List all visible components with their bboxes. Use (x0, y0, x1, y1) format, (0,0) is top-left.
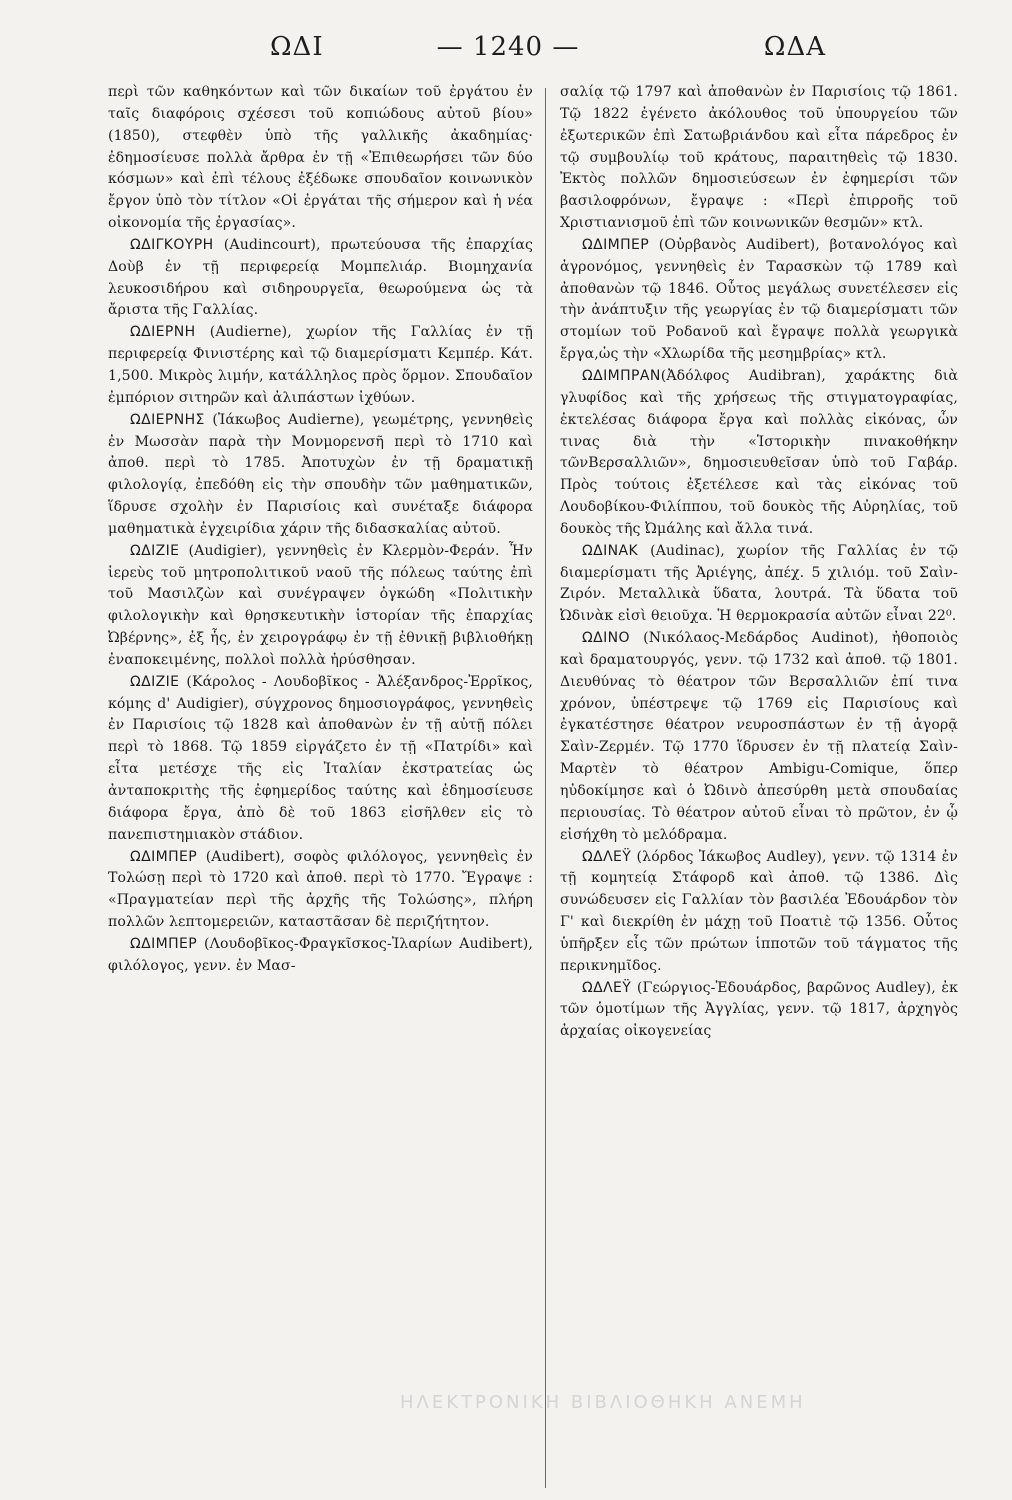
dictionary-entry (108, 672, 533, 847)
entry-text: (Audierne), χωρίον τῆς Γαλλίας ἐν τῇ περιφερείᾳ Φινιστέρης καὶ τῷ διαμερίσματι Κεμπέρ. Κάτ. 1,500. Μικρὸς λιμήν, κατάλληλος πρὸς ὅρμον. Σπουδαῖον ἐμπόριον σιτηρῶν καὶ ἀλιπάστων ἰχθύων. (108, 324, 533, 406)
entry-headword: ΩΔΙΝΑΚ (582, 542, 639, 559)
page-header (80, 26, 936, 70)
dictionary-entry (560, 82, 958, 235)
dictionary-entry (108, 847, 533, 934)
entry-headword: ΩΔΙΝΟ (582, 630, 630, 647)
entry-headword: ΩΔΙΜΠΡΑΝ (582, 367, 661, 384)
running-head-left: ΩΔΙ (270, 32, 324, 62)
entry-text: (Νικόλαος-Μεδάρδος Audinot), ἠθοποιὸς καὶ δραματουργός, γενν. τῷ 1732 καὶ ἀποθ. τῷ 1801. Διευθύνας τὸ θέατρον τῶν Βερσαλλιῶν ἐπί τινα χρόνον, ὑπέστρεψε τῷ 1769 εἰς Παρισίους καὶ ἐγκατέστησε θέατρον νευροσπάστων ἐν τῇ ἀγορᾷ Σαὶν-Ζερμέν. Τῷ 1770 ἵδρυσεν ἐν τῇ πλατείᾳ Σαὶν-Μαρτὲν τὸ θέατρον Ambigu-Comique, ὅπερ ηὐδοκίμησε καὶ ὁ Ὠδινὸ ἀπεσύρθη μετὰ σπουδαίας περιουσίας. Τὸ θέατρον αὐτοῦ εἶναι τὸ πρῶτον, ἐν ᾧ εἰσήχθη τὸ μελόδραμα. (560, 630, 958, 843)
entry-text: περὶ τῶν καθηκόντων καὶ τῶν δικαίων τοῦ ἐργάτου ἐν ταῖς διαφόροις σχέσεσι τοῦ κοπιώδους αὐτοῦ βίου» (1850), στεφθὲν ὑπὸ τῆς γαλλικῆς ἀκαδημίας· ἐδημοσίευσε πολλὰ ἄρθρα ἐν τῇ «Ἐπιθεωρήσει τῶν δύο κόσμων» καὶ ἐπὶ τέλους ἐξέδωκε σπουδαῖον κοινωνικὸν ἔργον ὑπὸ τὸν τίτλον «Οἱ ἐργάται τῆς σήμερον καὶ ἡ νέα οἰκονομία τῆς ἐργασίας». (108, 84, 533, 232)
entry-headword: ΩΔΙΕΡΝΗΣ (130, 411, 205, 428)
entry-text: (Λουδοβῖκος-Φραγκῖσκος-Ἰλαρίων Audibert), φιλόλογος, γενν. ἐν Μασ- (108, 935, 533, 974)
entry-text: (Audincourt), πρωτεύουσα τῆς ἐπαρχίας Δοὺβ ἐν τῇ περιφερείᾳ Μομπελιάρ. Βιομηχανία λευκοσιδήρου καὶ σιδηρουργεῖα, θεωρούμενα ὡς τὰ ἄριστα τῆς Γαλλίας. (108, 236, 533, 319)
entry-headword: ΩΔΙΜΠΕΡ (130, 935, 198, 952)
dictionary-entry (560, 366, 958, 541)
page-number: — 1240 — (436, 32, 580, 62)
dictionary-entry (560, 847, 958, 978)
entry-headword: ΩΔΛΕΫ (582, 848, 632, 865)
entry-text: (Audibert), σοφὸς φιλόλογος, γεννηθεὶς ἐν Τολώσῃ περὶ τὸ 1720 καὶ ἀποθ. περὶ τὸ 1770. Ἔγραψε : «Πραγματείαν περὶ τῆς ἀρχῆς τῆς Τολώσης», πλήρη πολλῶν λεπτομερειῶν, καταστᾶσαν δὲ περιζήτητον. (108, 848, 533, 931)
running-head-right: ΩΔΑ (763, 32, 826, 62)
library-watermark: ΗΛΕΚΤΡΟΝΙΚΗ ΒΙΒΛΙΟΘΗΚΗ ΑΝΕΜΗ (400, 1392, 806, 1413)
entry-text: (Ἰάκωβος Audierne), γεωμέτρης, γεννηθεὶς ἐν Μωσσὰν παρὰ τὴν Μονμορενσῆ περὶ τὸ 1710 καὶ ἀποθ. περὶ τὸ 1785. Ἀποτυχὼν ἐν τῇ δραματικῇ φιλολογίᾳ, ἐπεδόθη εἰς τὴν σπουδὴν τῶν μαθηματικῶν, ἵδρυσε σχολὴν ἐν Παρισίοις καὶ συνέταξε διάφορα μαθηματικὰ ἐγχειρίδια χάριν τῆς διδασκαλίας αὐτοῦ. (108, 411, 533, 537)
entry-text: (λόρδος Ἰάκωβος Audley), γενν. τῷ 1314 ἐν τῇ κομητείᾳ Στάφορδ καὶ ἀποθ. τῷ 1386. Δὶς συνώδευσεν εἰς Γαλλίαν τὸν βασιλέα Ἐδουάρδον τὸν Γ' καὶ διεκρίθη ἐν μάχῃ τοῦ Ποατιὲ τῷ 1356. Οὗτος ὑπῆρξεν εἷς τῶν πρώτων ἱπποτῶν τοῦ τάγματος τῆς περικνημῖδος. (560, 848, 958, 974)
dictionary-entry (560, 978, 958, 1044)
entry-headword: ΩΔΙΜΠΕΡ (130, 848, 198, 865)
dictionary-entry (108, 322, 533, 409)
entry-headword: ΩΔΙΓΚΟΥΡΗ (130, 236, 214, 253)
dictionary-entry (560, 541, 958, 628)
entry-headword: ΩΔΛΕΫ (582, 979, 632, 996)
dictionary-entry (108, 541, 533, 672)
dictionary-entry (108, 934, 533, 978)
entry-text: (Γεώργιος-Ἐδουάρδος, βαρῶνος Audley), ἐκ τῶν ὁμοτίμων τῆς Ἀγγλίας, γενν. τῷ 1817, ἀρχηγὸς ἀρχαίας οἰκογενείας (560, 979, 958, 1040)
entry-text: (Οὐρβανὸς Audibert), βοτανολόγος καὶ ἀγρονόμος, γεννηθεὶς ἐν Ταρασκὼν τῷ 1789 καὶ ἀποθανὼν τῷ 1846. Οὗτος μεγάλως συνετέλεσεν εἰς τὴν ἀνάπτυξιν τῆς γεωργίας ἐν τῷ διαμερίσματι τῶν στομίων τοῦ Ροδανοῦ καὶ ἔγραψε πολλὰ γεωργικὰ ἔργα,ὡς τὴν «Χλωρίδα τῆς μεσημβρίας» κτλ. (560, 236, 958, 363)
dictionary-entry (108, 410, 533, 541)
entry-text: (Ἀδόλφος Audibran), χαράκτης διὰ γλυφίδος καὶ τῆς χρήσεως τῆς στιγματογραφίας, ἐκτελέσας διάφορα ἔργα καὶ πολλὰς εἰκόνας, ὧν τινας διὰ τὴν «Ἱστορικὴν πινακοθήκην τῶνΒερσαλλιῶν», δημοσιευθεῖσαν ὑπὸ τοῦ Γαβάρ. Πρὸς τούτοις ἐξετέλεσε καὶ τὰς εἰκόνας τοῦ Λουδοβίκου-Φιλίππου, τοῦ δουκὸς τῆς Αὐρηλίας, τοῦ δουκὸς τῆς Ὠμάλης καὶ ἄλλα τινά. (560, 367, 958, 537)
entry-headword: ΩΔΙΜΠΕΡ (582, 236, 650, 253)
entry-headword: ΩΔΙΕΡΝΗ (130, 324, 196, 341)
entry-text: (Audigier), γεννηθεὶς ἐν Κλερμὸν-Φεράν. Ἦν ἱερεὺς τοῦ μητροπολιτικοῦ ναοῦ τῆς πόλεως ταύτης ἐπὶ τοῦ Μασιλζὼν καὶ συνέγραψεν ὀγκώδη «Πολιτικὴν φιλολογικὴν καὶ θρησκευτικὴν ἱστορίαν τῆς ἐπαρχίας Ὠβέρνης», ἐξ ἧς, ἐν χειρογράφῳ ἐν τῇ ἐθνικῇ βιβλιοθήκῃ ἐναποκειμένης, πολλοὶ πολλὰ ἠρύσθησαν. (108, 542, 533, 668)
left-column (108, 82, 533, 978)
right-column (560, 82, 958, 1043)
dictionary-entry (108, 235, 533, 322)
dictionary-entry (560, 235, 958, 366)
entry-headword: ΩΔΙΖΙΕ (130, 542, 180, 559)
entry-text: (Κάρολος - Λουδοβῖκος - Ἀλέξανδρος-Ἐρρῖκος, κόμης d' Audigier), σύγχρονος δημοσιογράφος, γεννηθεὶς ἐν Παρισίοις τῷ 1828 καὶ ἀποθανὼν ἐν τῇ αὐτῇ πόλει περὶ τὸ 1868. Τῷ 1859 εἰργάζετο ἐν τῇ «Πατρίδι» καὶ εἶτα μετέσχε τῆς εἰς Ἰταλίαν ἐκστρατείας ὡς ἀνταποκριτὴς τῆς ἐφημερίδος ταύτης καὶ ἐδημοσίευσε διάφορα ἔργα, ἀπὸ δὲ τοῦ 1863 εἰσῆλθεν εἰς τὸ πανεπιστημιακὸν στάδιον. (108, 673, 533, 843)
column-divider (545, 88, 546, 1488)
dictionary-entry (560, 628, 958, 846)
entry-text: (Audinac), χωρίον τῆς Γαλλίας ἐν τῷ διαμερίσματι τῆς Ἀριέγης, ἀπέχ. 5 χιλιόμ. τοῦ Σαὶν-Ζιρόν. Μεταλλικὰ ὕδατα, λουτρά. Τὰ ὕδατα τοῦ Ὠδινὰκ εἰσὶ θειοῦχα. Ἡ θερμοκρασία αὐτῶν εἶναι 22⁰. (560, 542, 958, 625)
dictionary-entry (108, 82, 533, 235)
entry-text: σαλίᾳ τῷ 1797 καὶ ἀποθανὼν ἐν Παρισίοις τῷ 1861. Τῷ 1822 ἐγένετο ἀκόλουθος τοῦ ὑπουργείου τῶν ἐξωτερικῶν ἐπὶ Σατωβριάνδου καὶ εἶτα πάρεδρος ἐν τῷ συμβουλίῳ τοῦ κράτους, παραιτηθεὶς τῷ 1830. Ἐκτὸς πολλῶν δημοσιεύσεων ἐν ἐφημερίσι τῶν βασιλοφρόνων, ἔγραψε : «Περὶ ἐπιρροῆς τοῦ Χριστιανισμοῦ ἐπὶ τῶν κοινωνικῶν θεσμῶν» κτλ. (560, 84, 958, 232)
entry-headword: ΩΔΙΖΙΕ (130, 673, 180, 690)
